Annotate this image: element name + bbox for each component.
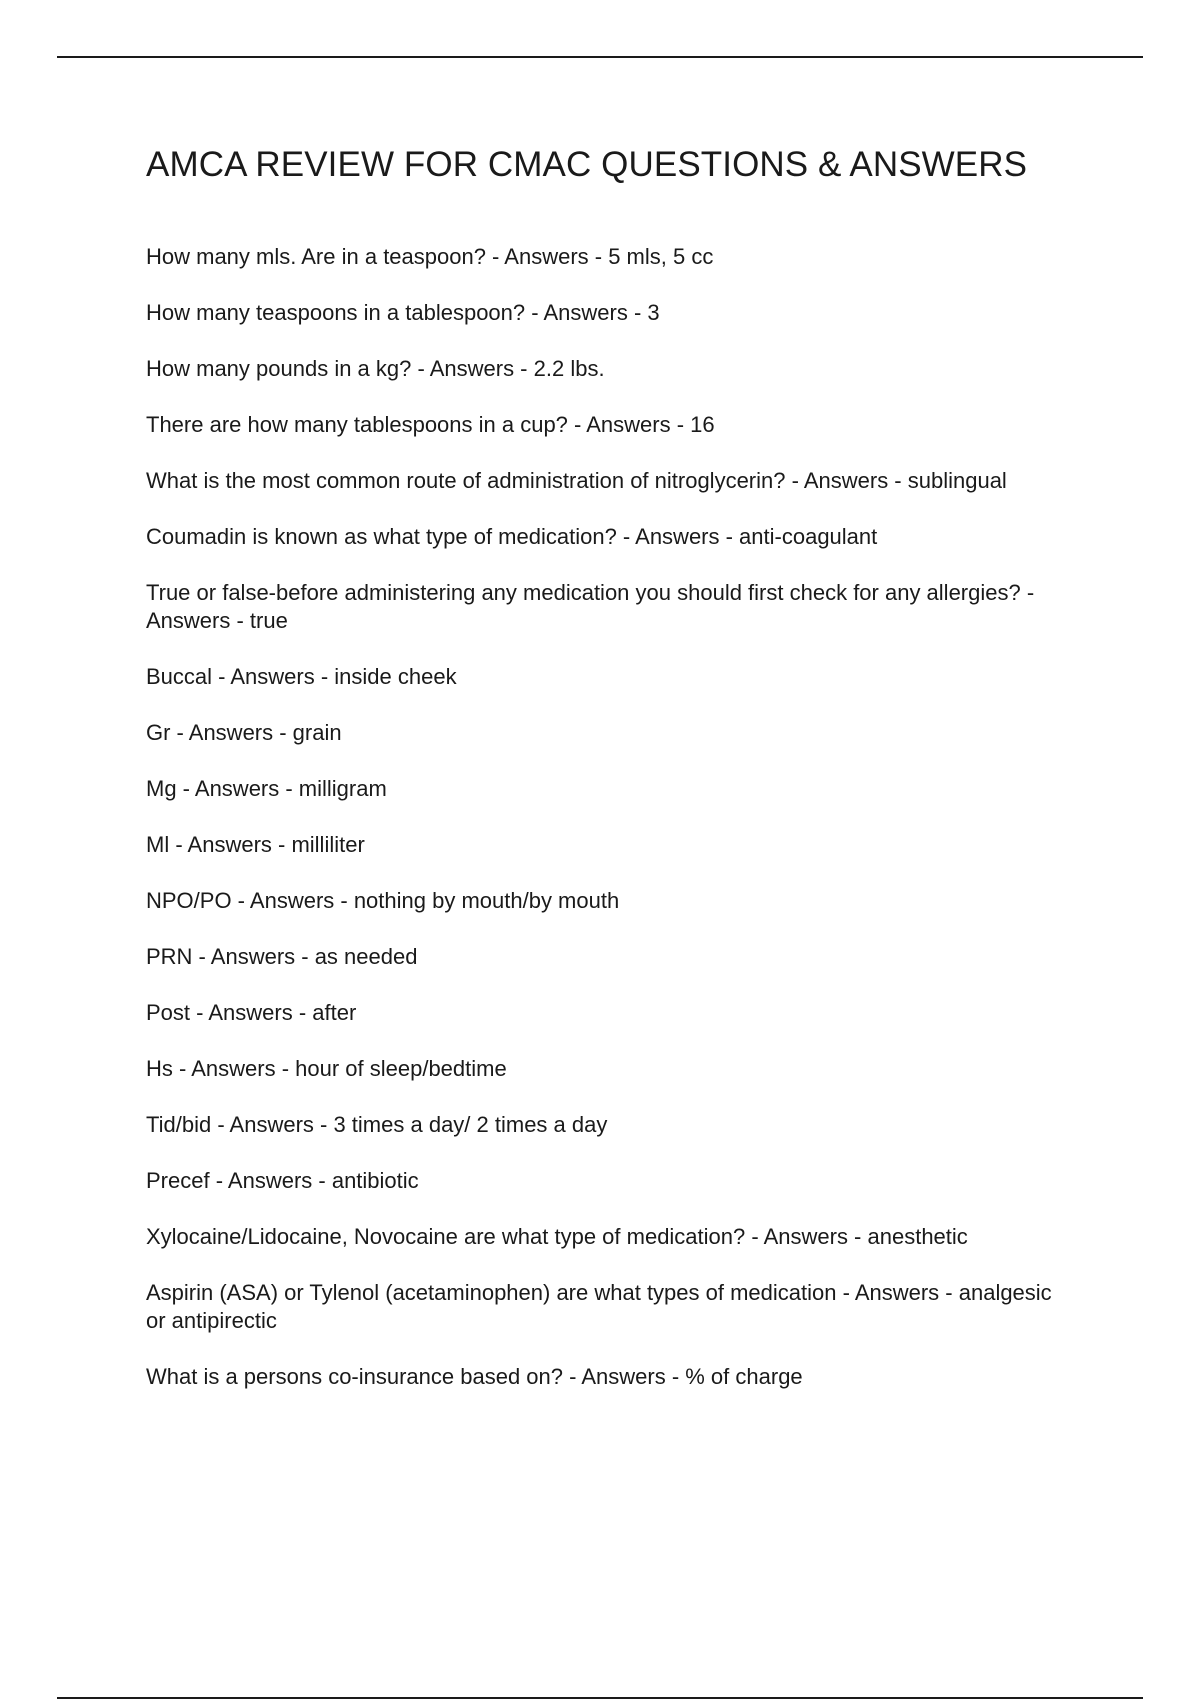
qa-item: How many mls. Are in a teaspoon? - Answers - 5 mls, 5 cc <box>146 244 714 269</box>
qa-item: Post - Answers - after <box>146 1000 357 1025</box>
qa-item: True or false-before administering any medication you should first check for any allergies? - Answers - true <box>146 580 1035 633</box>
qa-item: Tid/bid - Answers - 3 times a day/ 2 times a day <box>146 1112 608 1137</box>
qa-item: How many teaspoons in a tablespoon? - Answers - 3 <box>146 300 660 325</box>
qa-item: Buccal - Answers - inside cheek <box>146 664 457 689</box>
qa-item: Mg - Answers - milligram <box>146 776 387 801</box>
qa-item: Coumadin is known as what type of medication? - Answers - anti-coagulant <box>146 524 878 549</box>
qa-item: Gr - Answers - grain <box>146 720 342 745</box>
qa-item: NPO/PO - Answers - nothing by mouth/by mouth <box>146 888 620 913</box>
qa-item: What is a persons co-insurance based on? - Answers - % of charge <box>146 1364 803 1389</box>
qa-item: What is the most common route of administration of nitroglycerin? - Answers - sublingual <box>146 468 1007 493</box>
qa-item: Xylocaine/Lidocaine, Novocaine are what type of medication? - Answers - anesthetic <box>146 1224 968 1249</box>
page-title: AMCA REVIEW FOR CMAC QUESTIONS & ANSWERS <box>146 145 1028 184</box>
qa-item: Precef - Answers - antibiotic <box>146 1168 419 1193</box>
qa-item: PRN - Answers - as needed <box>146 944 418 969</box>
qa-list <box>146 243 1066 1419</box>
qa-item: Ml - Answers - milliliter <box>146 832 365 857</box>
qa-item: How many pounds in a kg? - Answers - 2.2 lbs. <box>146 356 605 381</box>
top-divider <box>57 56 1143 58</box>
qa-item: Hs - Answers - hour of sleep/bedtime <box>146 1056 507 1081</box>
bottom-divider <box>57 1697 1143 1699</box>
qa-item: Aspirin (ASA) or Tylenol (acetaminophen) are what types of medication - Answers - analgesic or antipirectic <box>146 1280 1052 1333</box>
qa-item: There are how many tablespoons in a cup? - Answers - 16 <box>146 412 715 437</box>
